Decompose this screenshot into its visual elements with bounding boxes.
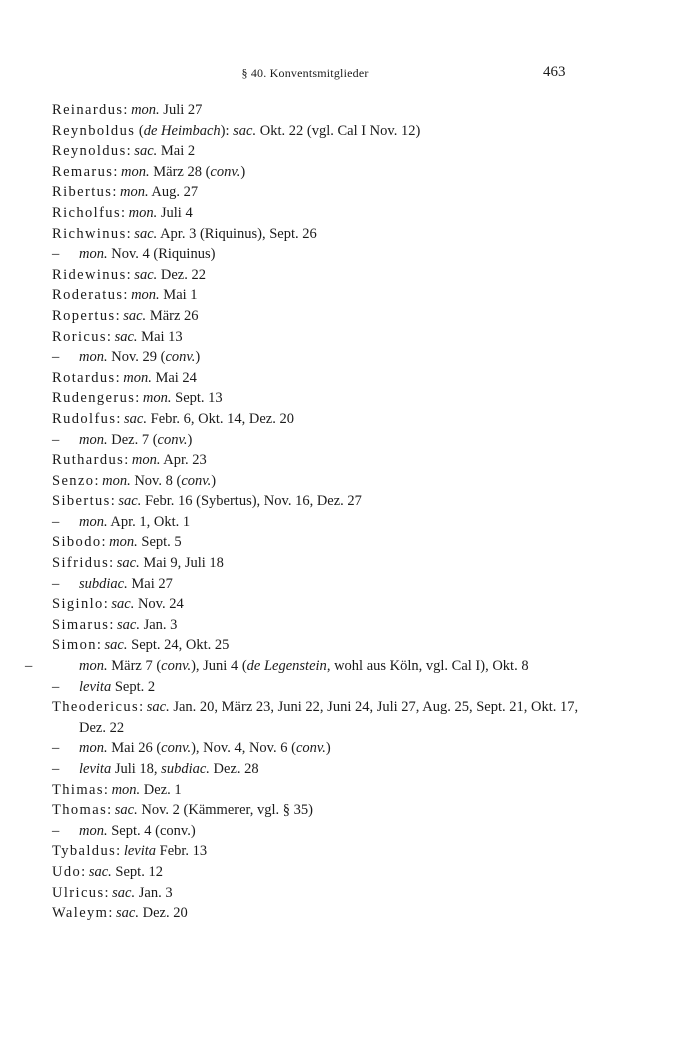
entry-italic-term: conv.	[210, 163, 241, 180]
register-entry	[52, 347, 582, 368]
entry-italic-term: mon.	[131, 452, 161, 469]
entry-text: :	[126, 266, 135, 283]
entry-italic-term: sac.	[124, 410, 147, 427]
entry-text: :	[109, 555, 117, 572]
register-entry	[52, 388, 582, 409]
entry-italic-term: mon.	[128, 204, 158, 221]
entry-text: :	[126, 143, 135, 160]
register-entry	[52, 327, 582, 348]
entry-name: Richwinus	[52, 225, 127, 242]
entry-italic-term: conv.	[181, 472, 212, 489]
entry-name: Sibodo	[52, 534, 102, 551]
entry-name: Thomas	[52, 802, 108, 819]
entry-text: :	[121, 204, 129, 221]
entry-text: :	[126, 225, 135, 242]
register-entry	[52, 759, 582, 780]
running-head: § 40. Konventsmitglieder	[241, 66, 369, 80]
entry-text: :	[110, 493, 119, 510]
ditto-dash: –	[52, 678, 60, 695]
register-entry	[52, 800, 582, 821]
register-entry	[52, 903, 582, 924]
entry-text: Sept. 13	[171, 390, 223, 407]
entry-text: Mai 2	[157, 143, 196, 160]
ditto-dash: –	[52, 513, 60, 530]
entry-name: Waleym	[52, 905, 109, 922]
entry-italic-term: mon.	[102, 472, 131, 489]
register-entry	[52, 615, 582, 636]
entry-text: , wohl aus Köln, vgl. Cal I), Okt. 8	[326, 658, 529, 675]
register-entry	[52, 738, 582, 759]
entry-italic-term: sac.	[116, 555, 140, 572]
entry-text: :	[108, 905, 117, 922]
entry-text: Nov. 2 (Kämmerer, vgl. § 35)	[137, 802, 314, 819]
register-entry	[52, 532, 582, 553]
ditto-dash: –	[52, 761, 60, 777]
register-entry	[52, 244, 582, 265]
register-entry	[52, 883, 582, 904]
entry-list	[25, 100, 582, 924]
entry-text: )	[325, 740, 331, 757]
ditto-dash: –	[52, 740, 60, 757]
entry-text: :	[103, 781, 112, 798]
entry-italic-term: mon.	[79, 822, 108, 839]
entry-text: :	[113, 163, 121, 180]
entry-italic-term: mon.	[79, 658, 108, 675]
register-entry	[52, 409, 582, 430]
entry-text: Sept. 12	[111, 863, 163, 880]
entry-text: März 26	[146, 307, 199, 324]
entry-italic-term: mon.	[79, 740, 108, 757]
entry-text: Mai 9, Juli 18	[139, 555, 224, 572]
register-entry	[52, 862, 582, 883]
register-entry	[52, 450, 582, 471]
register-entry	[52, 821, 582, 842]
entry-text: (	[135, 122, 144, 139]
entry-italic-term: sac.	[134, 225, 158, 242]
entry-name: Roderatus	[52, 287, 124, 304]
entry-name: Ulricus	[52, 884, 105, 901]
register-entry	[25, 656, 582, 677]
entry-text: )	[195, 349, 201, 366]
entry-text: :	[107, 802, 115, 819]
entry-italic-term: de Heimbach	[143, 122, 221, 139]
entry-text: Nov. 29 (	[107, 349, 166, 366]
entry-italic-term: mon.	[120, 184, 149, 201]
entry-text: :	[123, 287, 132, 304]
entry-text: Dez. 28	[209, 761, 259, 777]
entry-text: :	[81, 863, 89, 880]
register-entry	[52, 162, 582, 183]
entry-text: )	[211, 472, 217, 489]
entry-name: Reynboldus	[52, 122, 136, 139]
entry-text: :	[104, 884, 113, 901]
entry-text: :	[115, 369, 124, 386]
ditto-dash: –	[52, 246, 60, 263]
entry-name: Ridewinus	[52, 266, 127, 283]
entry-italic-term: sac.	[104, 637, 128, 654]
entry-italic-term: sac.	[116, 905, 139, 922]
entry-text: :	[116, 410, 125, 427]
register-entry	[52, 574, 582, 595]
register-entry	[52, 368, 582, 389]
register-entry	[52, 121, 582, 142]
register-entry	[52, 203, 582, 224]
entry-text: :	[124, 452, 132, 469]
entry-name: Reinardus	[52, 102, 124, 118]
entry-italic-term: subdiac.	[79, 575, 128, 592]
entry-text: Juli 27	[159, 102, 203, 118]
entry-italic-term: mon.	[121, 163, 150, 180]
entry-italic-term: conv.	[165, 349, 196, 366]
entry-text: :	[139, 699, 147, 716]
entry-name: Theodericus	[52, 699, 140, 716]
entry-text: Sept. 2	[111, 678, 156, 695]
entry-italic-term: conv.	[161, 740, 192, 757]
entry-name: Thimas	[52, 781, 104, 798]
register-entry	[52, 491, 582, 512]
entry-text: Mai 24	[151, 369, 197, 386]
entry-text: Apr. 3 (Riquinus), Sept. 26	[157, 225, 317, 242]
entry-name: Ruthardus	[52, 452, 125, 469]
entry-name: Siginlo	[52, 596, 104, 613]
entry-italic-term: conv.	[157, 431, 188, 448]
entry-italic-term: mon.	[79, 349, 108, 366]
entry-text: :	[135, 390, 143, 407]
entry-italic-term: sac.	[114, 328, 138, 345]
entry-italic-term: conv.	[295, 740, 326, 757]
entry-text: Apr. 23	[160, 452, 207, 469]
entry-italic-term: mon.	[131, 287, 160, 304]
entry-text: Mai 13	[137, 328, 183, 345]
register-entry	[52, 512, 582, 533]
entry-italic-term: de Legenstein	[246, 658, 327, 675]
entry-italic-term: levita	[79, 678, 112, 695]
entry-text: Dez. 7 (	[107, 431, 158, 448]
register-entry	[52, 697, 582, 738]
entry-text: März 28 (	[149, 163, 211, 180]
entry-text: )	[187, 431, 193, 448]
entry-text: ), Nov. 4, Nov. 6 (	[191, 740, 296, 757]
entry-italic-term: sac.	[134, 266, 158, 283]
entry-text: :	[116, 843, 124, 860]
entry-name: Richolfus	[52, 204, 121, 221]
entry-text: :	[103, 596, 112, 613]
entry-name: Tybaldus	[52, 843, 117, 860]
entry-text: Nov. 4 (Riquinus)	[107, 246, 216, 263]
entry-text: Sept. 5	[137, 534, 182, 551]
entry-text: Mai 26 (	[107, 740, 162, 757]
entry-text: Mai 1	[159, 287, 198, 304]
entry-italic-term: sac.	[233, 122, 257, 139]
entry-text: :	[109, 616, 117, 633]
entry-name: Ribertus	[52, 184, 113, 201]
entry-text: :	[96, 637, 105, 654]
entry-italic-term: sac.	[112, 884, 136, 901]
register-entry	[52, 285, 582, 306]
entry-text: Dez. 20	[138, 905, 188, 922]
entry-name: Remarus	[52, 163, 114, 180]
entry-italic-term: sac.	[88, 863, 112, 880]
ditto-dash: –	[52, 349, 60, 366]
entry-text: :	[112, 184, 120, 201]
register-entry	[52, 471, 582, 492]
entry-italic-term: subdiac.	[161, 761, 210, 777]
register-entry	[52, 306, 582, 327]
register-entry	[52, 430, 582, 451]
entry-text: ):	[220, 122, 234, 139]
entry-italic-term: sac.	[146, 699, 170, 716]
entry-text: Apr. 1, Okt. 1	[107, 513, 191, 530]
entry-name: Reynoldus	[52, 143, 127, 160]
register-entry	[52, 677, 582, 698]
entry-text: Dez. 22	[157, 266, 206, 283]
entry-italic-term: mon.	[142, 390, 172, 407]
entry-text: Juli 4	[157, 204, 193, 221]
entry-text: Jan. 3	[135, 884, 173, 901]
entry-italic-term: mon.	[111, 781, 141, 798]
entry-italic-term: sac.	[111, 596, 135, 613]
ditto-dash: –	[25, 658, 33, 675]
entry-text: Nov. 24	[134, 596, 184, 613]
register-entry	[52, 182, 582, 203]
register-entry	[52, 780, 582, 801]
entry-text: Sept. 4 (conv.)	[107, 822, 196, 839]
register-entry	[52, 100, 582, 121]
entry-italic-term: mon.	[79, 513, 108, 530]
entry-text: Febr. 13	[156, 843, 208, 860]
entry-italic-term: levita	[123, 843, 157, 860]
entry-italic-term: mon.	[131, 102, 160, 118]
entry-italic-term: levita	[79, 761, 112, 777]
entry-text: :	[106, 328, 115, 345]
ditto-dash: –	[52, 431, 60, 448]
entry-name: Rotardus	[52, 369, 116, 386]
register-entry	[52, 635, 582, 656]
entry-text: :	[94, 472, 103, 489]
entry-text: Sept. 24, Okt. 25	[127, 637, 230, 654]
entry-name: Rudengerus	[52, 390, 136, 407]
entry-italic-term: sac.	[123, 307, 147, 324]
entry-name: Simon	[52, 637, 97, 654]
register-entry	[52, 553, 582, 574]
entry-text: Febr. 16 (Sybertus), Nov. 16, Dez. 27	[141, 493, 362, 510]
entry-text: Jan. 3	[139, 616, 178, 633]
register-entry	[52, 265, 582, 286]
entry-italic-term: mon.	[109, 534, 138, 551]
entry-text: :	[123, 102, 132, 118]
register-entry	[52, 841, 582, 862]
register-entry	[52, 224, 582, 245]
entry-name: Sifridus	[52, 555, 110, 572]
entry-name: Sibertus	[52, 493, 111, 510]
entry-text: :	[115, 307, 124, 324]
entry-name: Rudolfus	[52, 410, 117, 427]
entry-text: Aug. 27	[148, 184, 199, 201]
entry-name: Ropertus	[52, 307, 116, 324]
entry-name: Udo	[52, 863, 82, 880]
entry-text: Juli 18,	[111, 761, 162, 777]
page-number: 463	[543, 64, 566, 80]
entry-text: Jan. 20, März 23, Juni 22, Juni 24, Juli 27, Aug. 25, Sept. 21, Okt. 17, Dez. 22	[79, 699, 579, 736]
entry-text: Okt. 22 (vgl. Cal I Nov. 12)	[256, 122, 421, 139]
register-entry	[52, 594, 582, 615]
entry-text: :	[101, 534, 110, 551]
entry-text: ), Juni 4 (	[191, 658, 247, 675]
entry-text: )	[240, 163, 246, 180]
entry-italic-term: mon.	[123, 369, 152, 386]
page-header	[0, 64, 700, 86]
entry-italic-term: sac.	[117, 616, 140, 633]
entry-italic-term: mon.	[79, 246, 108, 263]
ditto-dash: –	[52, 575, 60, 592]
entry-italic-term: conv.	[161, 658, 192, 675]
entry-italic-term: sac.	[134, 143, 158, 160]
entry-text: Nov. 8 (	[130, 472, 182, 489]
entry-name: Senzo	[52, 472, 95, 489]
entry-italic-term: sac.	[118, 493, 142, 510]
entry-text: Febr. 6, Okt. 14, Dez. 20	[147, 410, 294, 427]
register-entry	[52, 141, 582, 162]
entry-name: Roricus	[52, 328, 107, 345]
entry-text: Mai 27	[127, 575, 173, 592]
entry-text: März 7 (	[107, 658, 162, 675]
entry-name: Simarus	[52, 616, 110, 633]
entry-text: Dez. 1	[140, 781, 182, 798]
entry-italic-term: mon.	[79, 431, 108, 448]
ditto-dash: –	[52, 822, 60, 839]
entry-italic-term: sac.	[114, 802, 138, 819]
